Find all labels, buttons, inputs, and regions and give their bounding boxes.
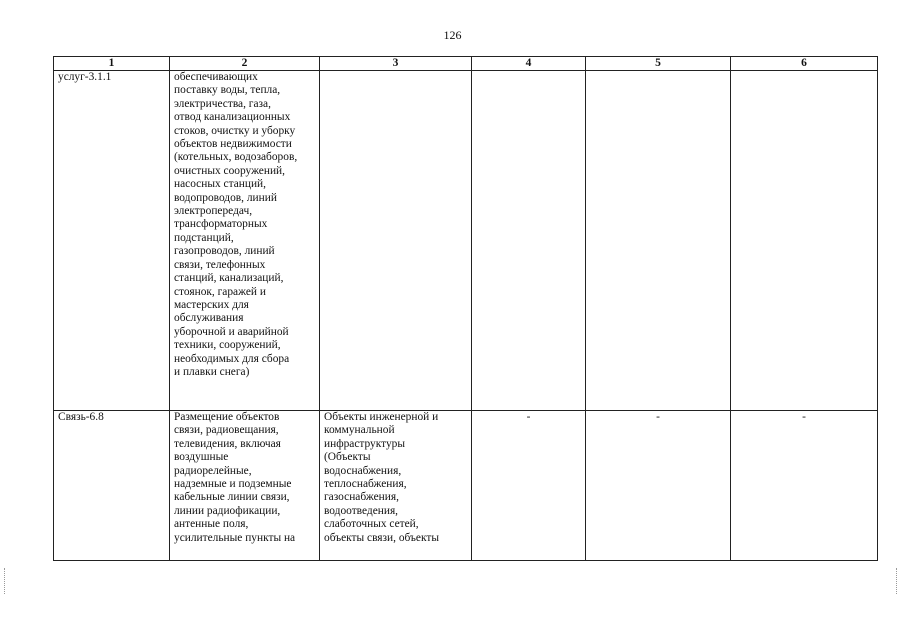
right-margin-mark bbox=[896, 568, 899, 594]
header-row bbox=[54, 57, 878, 71]
cell-text-line: Объекты инженерной и bbox=[324, 411, 439, 423]
cell-text-line: радиорелейные, bbox=[174, 464, 252, 477]
table-row bbox=[54, 71, 878, 411]
cell-text-line: теплоснабжения, bbox=[324, 478, 407, 491]
cell-text-line: (котельных, водозаборов, bbox=[174, 151, 298, 164]
cell-text-line: газоснабжения, bbox=[324, 491, 399, 504]
cell-text-line: объектов недвижимости bbox=[174, 138, 292, 151]
cell-text-line: отвод канализационных bbox=[174, 111, 291, 124]
cell-text-line: (Объекты bbox=[324, 451, 371, 464]
cell-permitted-objects bbox=[320, 411, 472, 561]
column-header-2: 2 bbox=[170, 57, 320, 71]
cell-text-line: усилительные пункты на bbox=[174, 531, 296, 544]
cell-col4 bbox=[472, 71, 586, 411]
cell-text-line: подстанций, bbox=[174, 231, 234, 244]
cell-text-line: инфраструктуры bbox=[324, 437, 405, 450]
cell-text-line: связи, радиовещания, bbox=[174, 424, 279, 437]
cell-col6: - bbox=[731, 411, 878, 561]
cell-text-line: стоков, очистку и уборку bbox=[174, 124, 296, 137]
cell-code: Связь-6.8 bbox=[54, 411, 170, 561]
cell-text-line: обслуживания bbox=[174, 312, 244, 325]
left-margin-mark bbox=[4, 568, 7, 594]
cell-text-line: необходимых для сбора bbox=[174, 352, 290, 365]
cell-col4: - bbox=[472, 411, 586, 561]
column-header-1: 1 bbox=[54, 57, 170, 71]
cell-text-line: станций, канализаций, bbox=[174, 272, 284, 285]
cell-text-line: электропередач, bbox=[174, 205, 253, 218]
cell-text-line: стоянок, гаражей и bbox=[174, 285, 266, 298]
column-header-6: 6 bbox=[731, 57, 878, 71]
cell-description bbox=[170, 411, 320, 561]
cell-text-line: техники, сооружений, bbox=[174, 339, 281, 352]
cell-text-line: очистных сооружений, bbox=[174, 164, 285, 177]
cell-text-line: газопроводов, линий bbox=[174, 245, 275, 258]
cell-text-line: линии радиофикации, bbox=[174, 504, 281, 517]
cell-text-line: коммунальной bbox=[324, 424, 395, 437]
cell-text-line: кабельные линии связи, bbox=[174, 491, 290, 504]
cell-text-line: мастерских для bbox=[174, 298, 249, 311]
cell-text-line: телевидения, включая bbox=[174, 437, 281, 450]
cell-text-line: обеспечивающих bbox=[174, 71, 258, 83]
page-number: 126 bbox=[443, 28, 462, 42]
cell-col6 bbox=[731, 71, 878, 411]
cell-text-line: объекты связи, объекты bbox=[324, 531, 439, 544]
cell-text-line: Размещение объектов bbox=[174, 411, 280, 423]
cell-text-line: насосных станций, bbox=[174, 178, 266, 191]
cell-text-line: водоотведения, bbox=[324, 504, 399, 517]
cell-text-line: уборочной и аварийной bbox=[174, 325, 289, 338]
cell-text-line: надземные и подземные bbox=[174, 478, 292, 491]
cell-text-line: электричества, газа, bbox=[174, 97, 271, 110]
cell-text-line: слаботочных сетей, bbox=[324, 518, 419, 531]
cell-text-line: и плавки снега) bbox=[174, 365, 250, 378]
cell-col5 bbox=[586, 71, 731, 411]
cell-code: услуг-3.1.1 bbox=[54, 71, 170, 411]
cell-text-line: связи, телефонных bbox=[174, 258, 266, 271]
column-header-3: 3 bbox=[320, 57, 472, 71]
regulation-table bbox=[53, 56, 878, 561]
cell-col5: - bbox=[586, 411, 731, 561]
table-row bbox=[54, 411, 878, 561]
cell-permitted-objects bbox=[320, 71, 472, 411]
column-header-5: 5 bbox=[586, 57, 731, 71]
cell-text-line: воздушные bbox=[174, 451, 229, 464]
cell-text-line: водоснабжения, bbox=[324, 464, 402, 477]
cell-text-line: водопроводов, линий bbox=[174, 191, 277, 204]
cell-text-line: антенные поля, bbox=[174, 518, 249, 531]
cell-text-line: поставку воды, тепла, bbox=[174, 84, 281, 97]
cell-description bbox=[170, 71, 320, 411]
column-header-4: 4 bbox=[472, 57, 586, 71]
cell-text-line: трансформаторных bbox=[174, 218, 268, 231]
